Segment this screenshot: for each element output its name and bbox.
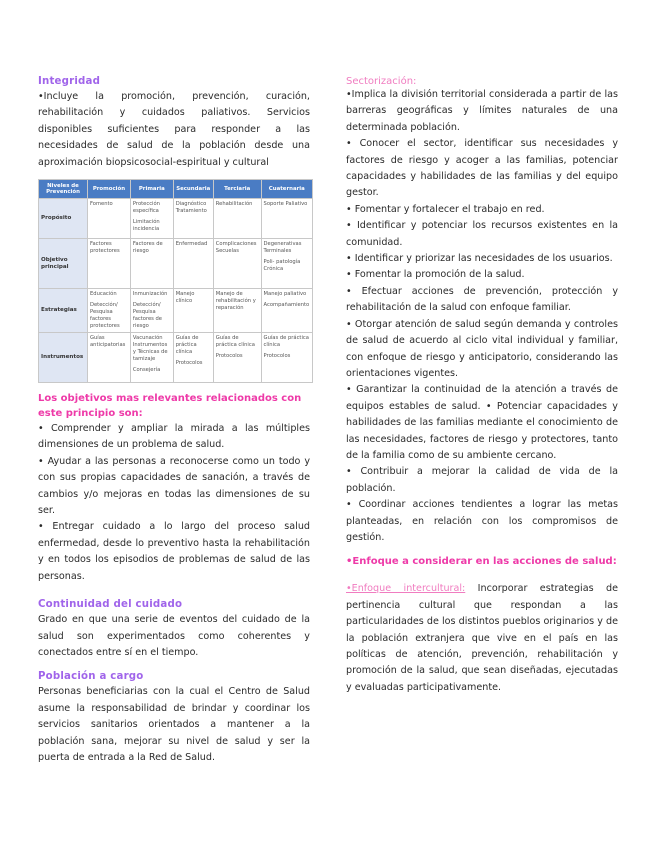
table-cell-line: Protocolos	[263, 353, 291, 360]
table-cell-line: Factores de riesgo	[132, 241, 163, 255]
sectorizacion-item: • Fomentar y fortalecer el trabajo en red.	[346, 203, 545, 215]
table-cell	[173, 239, 213, 289]
table-cell	[88, 289, 131, 333]
sectorizacion-item: • Fomentar la promoción de la salud.	[346, 269, 525, 281]
sectorizacion-item: • Otorgar atención de salud según demanda y controles de salud de acuerdo al ciclo vital individual y familiar, con enfoque de riesgo y anticipatorio, considerando las orientaciones vigentes.	[346, 318, 618, 379]
continuidad-heading: Continuidad del cuidado	[38, 599, 183, 611]
table-cell	[213, 239, 261, 289]
table-row-label: Propósito	[39, 199, 88, 239]
continuidad-text: Grado en que una serie de eventos del cuidado de la salud son experimentados como coherentes y conectados entre sí en el tiempo.	[38, 614, 310, 658]
table-cell-line: Complicaciones Secuelas	[215, 241, 257, 255]
table-header: Terciaria	[213, 180, 261, 199]
sectorizacion-item: • Coordinar acciones tendientes a lograr las metas planteadas, en relación con los compromisos de gestión.	[346, 499, 618, 543]
table-cell-line: Factores protectores	[90, 241, 120, 255]
table-cell-line: Acompañamiento	[263, 302, 310, 309]
table-header: Secundaria	[173, 180, 213, 199]
table-cell	[130, 199, 173, 239]
table-cell-line: Rehabilitación	[215, 201, 253, 208]
sectorizacion-item: • Garantizar la continuidad de la atención a través de equipos estables de salud. • Potenciar capacidades y habilidades de las familias mediante el conocimiento de las necesidades, factores de riesgo y protectores, tanto de la familia como de su ambiente cercano.	[346, 384, 618, 461]
table-cell-line: Guías de práctica clínica	[263, 335, 309, 349]
table-cell-line: Fomento	[90, 201, 113, 208]
table-row-label: Objetivo principal	[39, 239, 88, 289]
table-row-label: Estrategias	[39, 289, 88, 333]
sectorizacion-item: • Conocer el sector, identificar sus necesidades y factores de riesgo y acoger a las familias, potenciar capacidades y habilidades de las familias y del equipo gestor.	[346, 138, 618, 199]
table-header: Niveles de Prevención	[39, 180, 88, 199]
table-cell-line: Limitación incidencia	[132, 219, 160, 233]
table-cell-line: Manejo clínico	[175, 291, 195, 305]
table-cell	[261, 333, 312, 383]
table-header: Primaria	[130, 180, 173, 199]
table-row	[39, 333, 313, 383]
table-cell	[213, 333, 261, 383]
table-cell	[88, 239, 131, 289]
table-cell-line: Guías de práctica clínica	[175, 335, 199, 356]
sectorizacion-item: • Identificar y potenciar los recursos existentes en la comunidad.	[346, 220, 618, 248]
sectorizacion-item: • Identificar y priorizar las necesidades de los usuarios.	[346, 253, 613, 265]
table-cell-line: Detección/ Pesquisa factores de riesgo	[132, 302, 163, 330]
table-row	[39, 239, 313, 289]
table-header: Promoción	[88, 180, 131, 199]
table-row	[39, 289, 313, 333]
sectorizacion-item: • Contribuir a mejorar la calidad de vida de la población.	[346, 466, 618, 494]
left-column	[38, 76, 310, 766]
objetivo-item: • Comprender y ampliar la mirada a las múltiples dimensiones de un problema de salud.	[38, 423, 310, 451]
table-cell-line: Protocolos	[175, 360, 203, 367]
enfoque-intercultural-label: •Enfoque intercultural:	[346, 583, 466, 595]
table-cell	[88, 199, 131, 239]
objetivos-section	[38, 391, 310, 585]
table-cell	[213, 199, 261, 239]
sectorizacion-item: • Efectuar acciones de prevención, protección y rehabilitación de la salud con enfoque familiar.	[346, 285, 618, 314]
table-cell	[213, 289, 261, 333]
table-row-label: Instrumentos	[39, 333, 88, 383]
table-cell-line: Manejo de rehabilitación y reparación	[215, 291, 256, 312]
table-cell-line: Degenerativas Terminales	[263, 241, 302, 255]
prevention-levels-table	[38, 179, 313, 383]
enfoque-section	[346, 556, 618, 696]
table-cell	[173, 199, 213, 239]
table-cell	[261, 289, 312, 333]
table-cell	[173, 289, 213, 333]
table-header-row	[39, 180, 313, 199]
table-cell-line: Manejo paliativo	[263, 291, 307, 298]
table-cell-line: Vacunación Instrumentos y Técnicas de tamizaje	[132, 335, 168, 363]
table-cell	[130, 333, 173, 383]
table-cell	[261, 239, 312, 289]
table-cell-line: Diagnóstico Tratamiento	[175, 201, 207, 215]
objetivo-item: • Ayudar a las personas a reconocerse como un todo y con sus propias capacidades de sanación, a través de cambios y/o mejoras en todas las dimensiones de su ser.	[38, 455, 310, 517]
table-row	[39, 199, 313, 239]
table-cell-line: Educación	[90, 291, 117, 298]
table-cell	[261, 199, 312, 239]
table-cell-line: Guías anticipatorias	[90, 335, 126, 349]
table-cell-line: Enfermedad	[175, 241, 208, 248]
table-cell-line: Protocolos	[215, 353, 243, 360]
poblacion-heading: Población a cargo	[38, 671, 144, 683]
table-cell	[88, 333, 131, 383]
sectorizacion-item: •Implica la división territorial considerada a partir de las barreras geográficas y límites naturales de una determinada población.	[346, 89, 618, 133]
poblacion-text: Personas beneficiarias con la cual el Centro de Salud asume la responsabilidad de brindar y coordinar los servicios sanitarios orientados a mantener a la población sana, mejorar su nivel de salud y ser la puerta de entrada a la Red de Salud.	[38, 686, 310, 763]
sectorizacion-section	[346, 76, 618, 546]
table-cell-line: Protección específica	[132, 201, 160, 215]
integridad-heading: Integridad	[38, 76, 101, 87]
table-cell-line: Detección/ Pesquisa factores protectores	[90, 302, 120, 330]
enfoque-heading: •Enfoque a considerar en las acciones de salud:	[346, 556, 617, 568]
sectorizacion-heading: Sectorización:	[346, 76, 417, 87]
table-cell-line: Poli- patología Crónica	[263, 259, 301, 273]
objetivos-heading: Los objetivos mas relevantes relacionados con este principio son:	[38, 393, 302, 420]
table-cell-line: Guías de práctica clínica	[215, 335, 255, 349]
integridad-text: •Incluye la promoción, prevención, curación, rehabilitación y cuidados paliativos. Servicios disponibles suficientes para responder a las necesidades de salud de la población desde una aproximación biopsicosocial-espiritual y cultural	[38, 91, 310, 168]
table-cell-line: Consejería	[132, 367, 161, 374]
table-cell	[130, 289, 173, 333]
objetivo-item: • Entregar cuidado a lo largo del proceso salud enfermedad, desde lo preventivo hasta la rehabilitación y en todos los episodios de problemas de salud de las personas.	[38, 521, 310, 582]
table-header: Cuaternaria	[261, 180, 312, 199]
enfoque-intercultural-text: Incorporar estrategias de pertinencia cultural que respondan a las particularidades de los distintos pueblos originarios y de la población extranjera que vive en el país en las políticas de atención, prevención, rehabilitación y promoción de la salud, que sean diseñadas, ejecutadas y evaluadas participativamente.	[346, 583, 618, 693]
table-cell	[130, 239, 173, 289]
integridad-section	[38, 76, 310, 171]
table-cell-line: Soporte Paliativo	[263, 201, 308, 208]
right-column	[346, 76, 618, 696]
continuidad-section	[38, 599, 310, 661]
enfoque-intercultural-paragraph	[346, 581, 618, 696]
poblacion-section	[38, 671, 310, 766]
table-cell	[173, 333, 213, 383]
table-cell-line: Inmunización	[132, 291, 168, 298]
